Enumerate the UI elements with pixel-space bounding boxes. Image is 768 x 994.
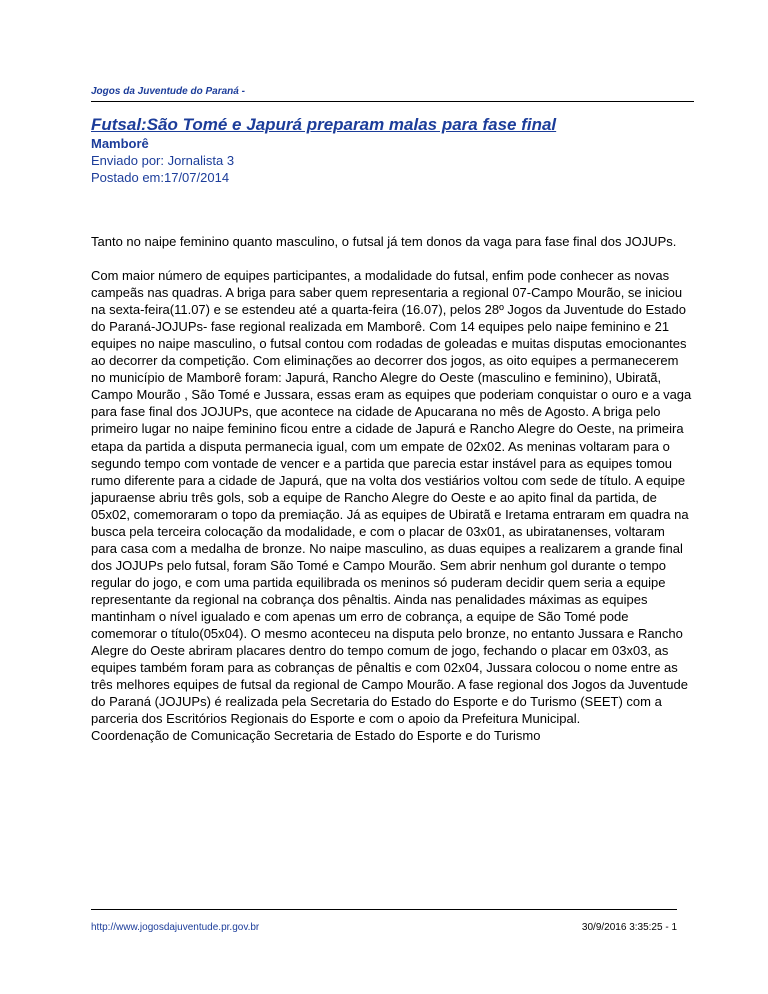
site-title: Jogos da Juventude do Paraná - bbox=[91, 86, 245, 97]
article-body bbox=[91, 233, 694, 761]
footer-url-link[interactable]: http://www.jogosdajuventude.pr.gov.br bbox=[91, 922, 260, 933]
article-author: Enviado por: Jornalista 3 bbox=[91, 153, 235, 168]
page-header bbox=[91, 86, 694, 102]
article-posted-date: Postado em:17/07/2014 bbox=[91, 170, 230, 185]
article-paragraph-1: Tanto no naipe feminino quanto masculino, o futsal já tem donos da vaga para fase final dos JOJUPs. bbox=[91, 234, 677, 249]
article-title[interactable]: Futsal:São Tomé e Japurá preparam malas para fase final bbox=[91, 115, 557, 134]
article-paragraph-2: Com maior número de equipes participantes, a modalidade do futsal, enfim pode conhecer as novas campeãs nas quadras. A briga para saber quem representaria a regional 07-Campo Mourão, se iniciou na sexta-feira(11.07) e se estendeu até a quarta-feira (16.07), pelos 28º Jogos da Juventude do Estado do Paraná-JOJUPs- fase regional realizada em Mamborê. Com 14 equipes pelo naipe feminino e 21 equipes no naipe masculino, o futsal contou com rodadas de goleadas e muitas disputas emocionantes ao decorrer da competição. Com eliminações ao decorrer dos jogos, as oito equipes a permanecerem no município de Mamborê foram: Japurá, Rancho Alegre do Oeste (masculino e feminino), Ubiratã, Campo Mourão , São Tomé e Jussara, essas eram as equipes que poderiam conquistar o ouro e a vaga para fase final dos JOJUPs, que acontece na cidade de Apucarana no mês de Agosto. A briga pelo primeiro lugar no naipe feminino ficou entre a cidade de Japurá e Rancho Alegre do Oeste, na primeira etapa da partida a disputa permanecia igual, com um empate de 02x02. As meninas voltaram para o segundo tempo com vontade de vencer e a partida que parecia estar instável para as equipes tomou rumo diferente para a cidade de Japurá, que na volta dos vestiários voltou com sede de título. A equipe japuraense abriu três gols, sob a equipe de Rancho Alegre do Oeste e ao apito final da partida, de 05x02, comemoraram o topo da premiação. Já as equipes de Ubiratã e Iretama entraram em quadra na busca pela terceira colocação da modalidade, e com o placar de 03x01, as ubiratanenses, voltaram para casa com a medalha de bronze. No naipe masculino, as duas equipes a realizarem a grande final dos JOJUPs pelo futsal, foram São Tomé e Campo Mourão. Sem abrir nenhum gol durante o tempo regular do jogo, e com uma partida equilibrada os meninos só puderam decidir quem seria a equipe representante da regional na cobrança dos pênaltis. Ainda nas penalidades máximas as equipes mantinham o nível igualado e com apenas um erro de cobrança, a equipe de São Tomé pode comemorar o título(05x04). O mesmo aconteceu na disputa pelo bronze, no entanto Jussara e Rancho Alegre do Oeste abriram placares dentro do tempo comum de jogo, fechando o placar em 03x03, as equipes também foram para as cobranças de pênaltis e com 02x04, Jussara colocou o nome entre as três melhores equipes de futsal da regional de Campo Mourão. A fase regional dos Jogos da Juventude do Paraná (JOJUPs) é realizada pela Secretaria do Estado do Esporte e do Turismo (SEET) com a parceria dos Escritórios Regionais do Esporte e com o apoio da Prefeitura Municipal. Coordenação de Comunicação Secretaria de Estado do Esporte e do Turismo bbox=[91, 268, 692, 744]
footer-date-page: 30/9/2016 3:35:25 - 1 bbox=[581, 922, 677, 933]
article-header bbox=[91, 115, 694, 186]
article-subtitle: Mamborê bbox=[91, 136, 149, 151]
page-footer bbox=[91, 909, 677, 933]
